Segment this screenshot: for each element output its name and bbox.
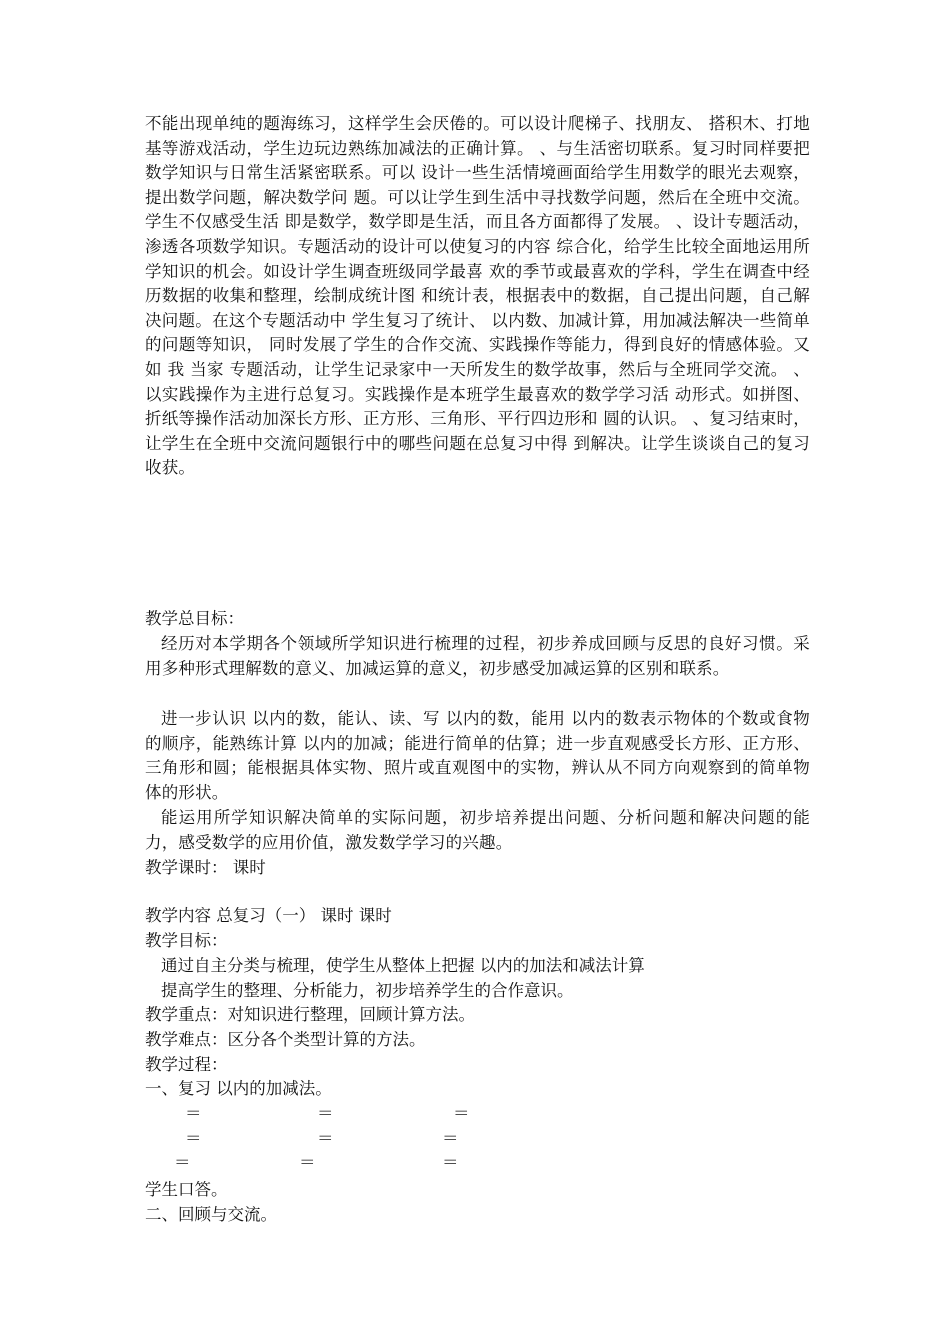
equals-sign: ＝ (185, 1104, 202, 1123)
difficulty: 教学难点：区分各个类型计算的方法。 (145, 1030, 426, 1049)
teaching-hours: 教学课时： 课时 (145, 858, 266, 877)
equals-sign: ＝ (299, 1153, 316, 1172)
goals-heading: 教学总目标： (145, 609, 244, 628)
equals-sign: ＝ (174, 1153, 191, 1172)
equals-sign: ＝ (317, 1104, 334, 1123)
step-1: 一、复习 以内的加减法。 (145, 1079, 332, 1098)
goal-2-paragraph: 进一步认识 以内的数，能认、读、写 以内的数，能用 以内的数表示物体的个数或食物的顺序，能熟练计算 以内的加减；能进行简单的估算；进一步直观感受长方形、正方形、三角形和圆；能根据具体实物、照片或直观图中的实物，辨认从不同方向观察到的简单物体的形状。 (145, 709, 810, 802)
students-answer: 学生口答。 (145, 1180, 228, 1199)
objective-2: 提高学生的整理、分析能力，初步培养学生的合作意识。 (161, 981, 574, 1000)
goal-1-paragraph: 经历对本学期各个领域所学知识进行梳理的过程，初步养成回顾与反思的良好习惯。采用多种形式理解数的意义、加减运算的意义，初步感受加减运算的区别和联系。 (145, 634, 810, 678)
intro-paragraph: 不能出现单纯的题海练习，这样学生会厌倦的。可以设计爬梯子、找朋友、 搭积木、打地基等游戏活动，学生边玩边熟练加减法的正确计算。 、与生活密切联系。复习时同样要把数学知识与日常生活紧密联系。可以 设计一些生活情境画面给学生用数学的眼光去观察，提出数学问题，解决数学问 题。可以让学生到生活中寻找数学问题，然后在全班中交流。学生不仅感受生活 即是数学，数学即是生活，而且各方面都得了发展。 、设计专题活动，渗透各项数学知识。专题活动的设计可以使复习的内容 综合化，给学生比较全面地运用所学知识的机会。如设计学生调查班级同学最喜 欢的季节或最喜欢的学科，学生在调查中经历数据的收集和整理，绘制成统计图 和统计表，根据表中的数据，自己提出问题，自己解决问题。在这个专题活动中 学生复习了统计、 以内数、加减计算，用加减法解决一些简单的问题等知识， 同时发展了学生的合作交流、实践操作等能力，得到良好的情感体验。又如 我 当家 专题活动，让学生记录家中一天所发生的数学故事，然后与全班同学交流。 、以实践操作为主进行总复习。实践操作是本班学生最喜欢的数学学习活 动形式。如拼图、折纸等操作活动加深长方形、正方形、三角形、平行四边形和 圆的认识。 、复习结束时，让学生在全班中交流问题银行中的哪些问题在总复习中得 到解决。让学生谈谈自己的复习收获。 (145, 114, 810, 478)
lesson-content: 教学内容 总复习（一） 课时 课时 (145, 906, 392, 925)
key-point: 教学重点：对知识进行整理，回顾计算方法。 (145, 1005, 475, 1024)
step-2: 二、回顾与交流。 (145, 1205, 277, 1224)
objectives-heading: 教学目标： (145, 931, 228, 950)
equals-sign: ＝ (185, 1129, 202, 1148)
equals-sign: ＝ (453, 1104, 470, 1123)
equals-sign: ＝ (442, 1129, 459, 1148)
process-heading: 教学过程： (145, 1055, 228, 1074)
equals-sign: ＝ (317, 1129, 334, 1148)
objective-1: 通过自主分类与梳理，使学生从整体上把握 以内的加法和减法计算 (161, 956, 645, 975)
equals-sign: ＝ (442, 1153, 459, 1172)
goal-3-paragraph: 能运用所学知识解决简单的实际问题，初步培养提出问题、分析问题和解决问题的能力，感受数学的应用价值，激发数学学习的兴趣。 (145, 808, 810, 852)
